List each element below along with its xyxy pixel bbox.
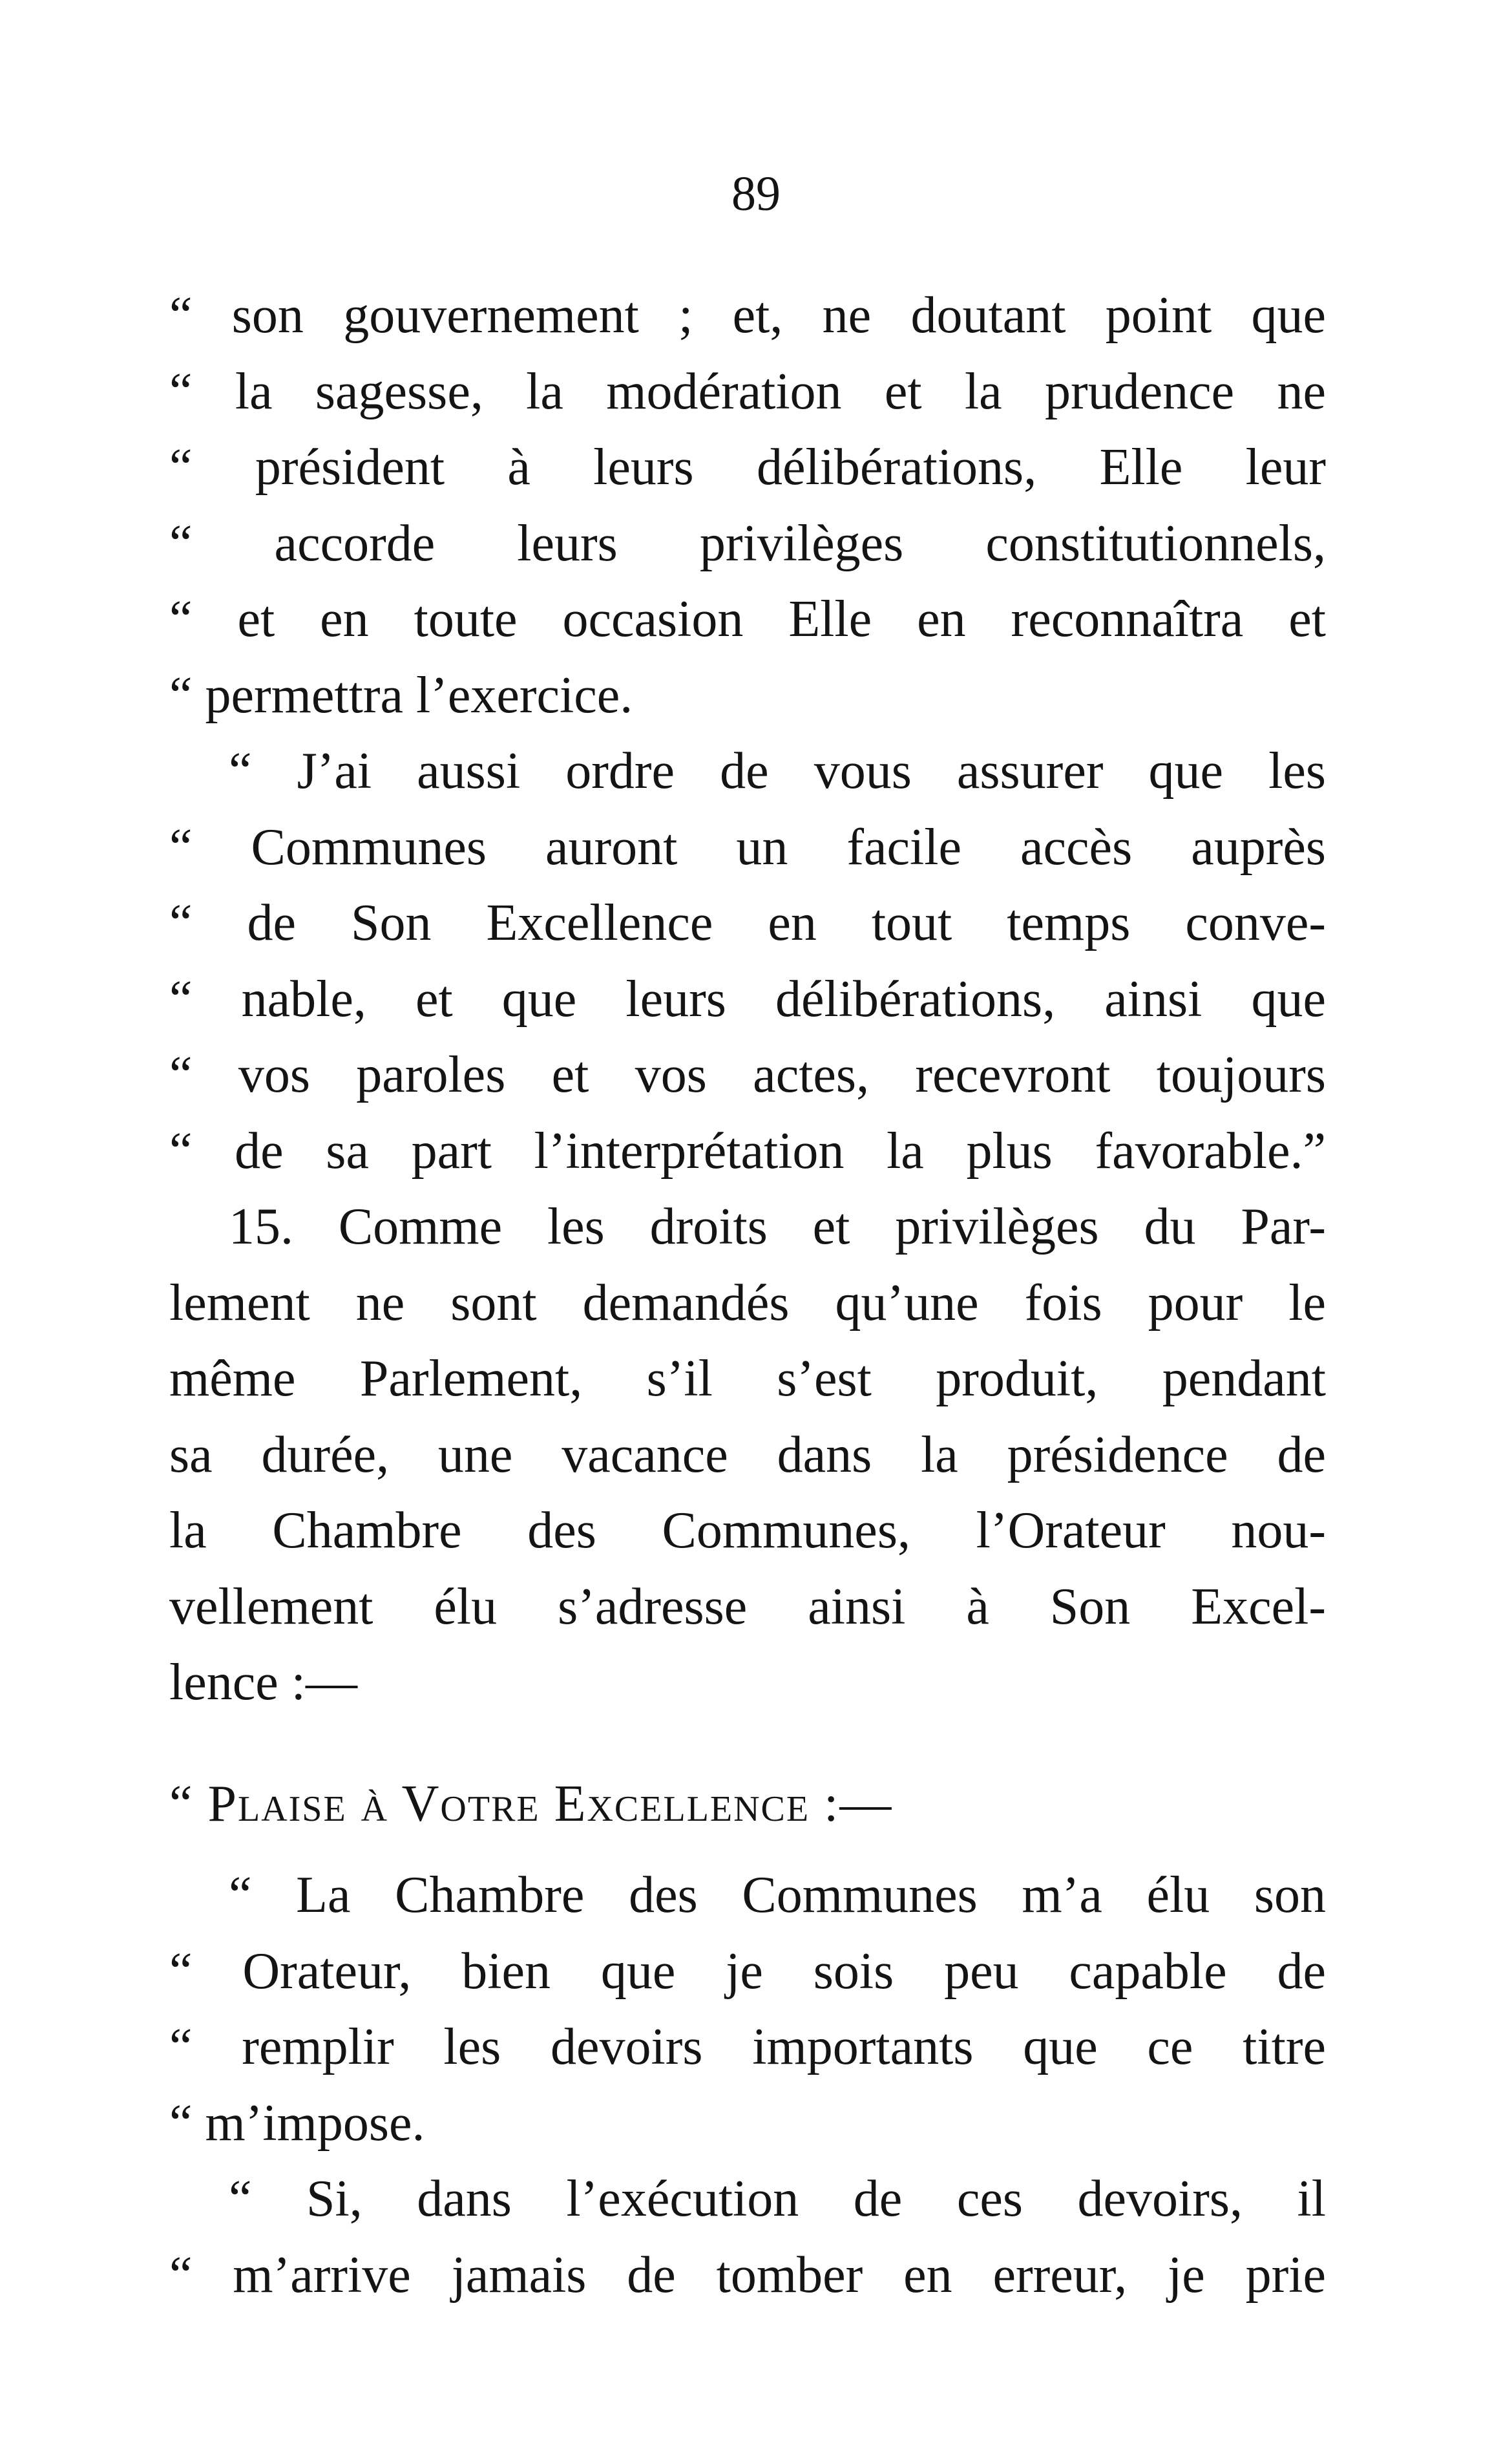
text-line: “ de Son Excellence en tout temps conve-	[169, 895, 1326, 951]
text-line: “ son gouvernement ; et, ne doutant point que	[169, 287, 1326, 344]
text-line: “ permettra l’exercice.	[169, 666, 633, 724]
text-line: “ accorde leurs privilèges constitutionnels,	[169, 514, 1326, 572]
text-line: vellement élu s’adresse ainsi à Son Excel-	[169, 1578, 1326, 1635]
body-text	[169, 278, 1326, 2313]
text-line: “ Communes auront un facile accès auprès	[169, 818, 1326, 876]
text-line: “ de sa part l’interprétation la plus favorable.”	[169, 1122, 1326, 1180]
address-heading-text: “ Plaise à Votre Excellence :—	[169, 1775, 893, 1832]
text-line: lence :—	[169, 1654, 357, 1711]
text-line: lement ne sont demandés qu’une fois pour le	[169, 1274, 1326, 1331]
text-line: “ La Chambre des Communes m’a élu son	[229, 1867, 1326, 1924]
text-line: “ m’arrive jamais de tomber en erreur, je prie	[169, 2246, 1326, 2304]
text-line: la Chambre des Communes, l’Orateur nou-	[169, 1502, 1326, 1559]
text-line: “ m’impose.	[169, 2094, 425, 2152]
text-line: “ et en toute occasion Elle en reconnaîtra et	[169, 591, 1326, 648]
text-line: “ nable, et que leurs délibérations, ainsi que	[169, 970, 1326, 1028]
address-heading	[169, 1766, 1326, 1843]
text-line: même Parlement, s’il s’est produit, pendant	[169, 1350, 1326, 1407]
text-line: “ Orateur, bien que je sois peu capable de	[169, 1942, 1326, 2000]
text-line: “ la sagesse, la modération et la prudence ne	[169, 363, 1326, 420]
text-line: sa durée, une vacance dans la présidence de	[169, 1426, 1326, 1483]
text-line: “ J’ai aussi ordre de vous assurer que les	[229, 743, 1326, 800]
text-line: “ Si, dans l’exécution de ces devoirs, il	[229, 2170, 1326, 2227]
text-line: “ vos paroles et vos actes, recevront toujours	[169, 1046, 1326, 1103]
text-line: 15. Comme les droits et privilèges du Par-	[229, 1198, 1326, 1255]
text-line: “ président à leurs délibérations, Elle leur	[169, 439, 1326, 496]
page-number: 89	[731, 167, 781, 221]
text-line: “ remplir les devoirs importants que ce titre	[169, 2019, 1326, 2075]
